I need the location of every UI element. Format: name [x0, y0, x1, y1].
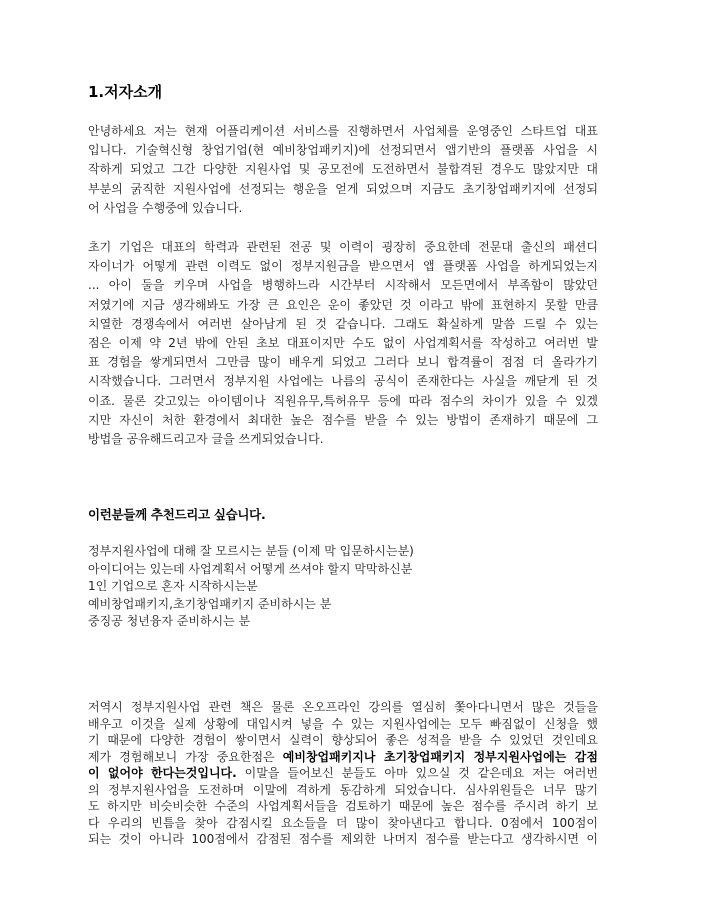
text-line: 작하게 되었고 그간 다양한 지원사업 및 공모전에 도전하면서 불합격된 경우도 많았지만 대 — [88, 162, 598, 177]
text-segment: 다 우리의 빈틈을 찾아 감점시킬 요소들을 더 많이 찾아낸다고 합니다. 0점에서 100점이 — [88, 815, 598, 830]
text-segment: 의 정부지원사업을 도전하며 이말에 격하게 동감하게 되었습니다. 심사위원들은 너무 많기 — [88, 782, 598, 797]
text-line — [88, 699, 598, 716]
text-line: 아이디어는 있는데 사업계획서 어떻게 쓰셔야 할지 막막하신분 — [88, 561, 413, 576]
text-line: 중징공 청년융자 준비하시는 분 — [88, 614, 251, 628]
text-line — [88, 782, 598, 799]
intro-paragraph-1 — [88, 122, 598, 218]
emphasized-text: 예비창업패키지나 초기창업패키지 정부지원사업에는 감점 — [282, 749, 598, 764]
emphasized-text: 이 없어야 한다는것입니다. — [88, 766, 237, 780]
text-segment: 배우고 이것을 실제 상황에 대입시켜 넣을 수 있는 지원사업에는 모두 빠짐없이 신청을 했 — [88, 716, 598, 731]
text-segment: 제가 경험해보니 가장 중요한점은 — [88, 749, 283, 764]
text-line — [88, 732, 598, 749]
text-line: 부분의 굵직한 지원사업에 선정되는 행운을 얻게 되었으며 지금도 초기창업패키지에 선정되 — [88, 181, 598, 196]
text-line: 안녕하세요 저는 현재 어플리케이션 서비스를 진행하면서 사업체를 운영중인 스타트업 대표 — [88, 124, 598, 138]
text-line: 입니다. 기술혁신형 창업기업(현 예비창업패키지)에 선정되면서 앱기반의 플랫폼 사업을 시 — [88, 143, 598, 158]
text-line — [88, 716, 598, 733]
text-line: 어 사업을 수행중에 있습니다. — [88, 200, 243, 215]
text-line: 방법을 공유해드리고자 글을 쓰게되었습니다. — [88, 432, 324, 447]
text-line: 이죠. 물론 갖고있는 아이템이나 직원유무,특허유무 등에 따라 점수의 차이가 있을 수 있겠 — [88, 393, 598, 408]
text-line: 1인 기업으로 혼자 시작하시는분 — [88, 579, 258, 593]
text-segment: 도 하지만 비슷비슷한 수준의 사업계획서들을 검토하기 때문에 높은 점수를 주시려 하기 보 — [88, 799, 598, 813]
text-line — [88, 765, 598, 782]
text-line: 표 경험을 쌓게되면서 그만큼 많이 배우게 되었고 그러다 보니 합격률이 점점 더 올라가기 — [88, 355, 598, 370]
text-line: 자이너가 어떻게 관련 이력도 없이 정부지원금을 받으면서 앱 플랫폼 사업을 하게되었는지 — [88, 259, 598, 274]
text-line: 정부지원사업에 대해 잘 모르시는 분들 (이제 막 입문하시는분) — [88, 544, 414, 558]
text-line: 시작했습니다. 그러면서 정부지원 사업에는 나름의 공식이 존재한다는 사실을 깨닫게 된 것 — [88, 374, 598, 389]
text-line: 치열한 경쟁속에서 여러번 살아남게 된 것 같습니다. 그래도 확실하게 말씀 드릴 수 있는 — [88, 316, 598, 331]
text-segment: 저역시 정부지원사업 관련 책은 물론 온오프라인 강의를 열심히 쫓아다니면서 많은 것들을 — [88, 700, 598, 714]
text-segment: 되는 것이 아니라 100점에서 감점된 점수를 제외한 나머지 점수를 받는다고 생각하시면 이 — [88, 832, 598, 846]
recommendation-heading: 이런분들께 추천드리고 싶습니다. — [88, 507, 266, 522]
text-line — [88, 831, 598, 848]
text-line — [88, 798, 598, 815]
recommendation-list — [88, 543, 598, 631]
text-line: 점은 이제 약 2년 밖에 안된 초보 대표이지만 수도 없이 사업계획서를 작성하고 여러번 발 — [88, 336, 598, 351]
text-line: 지만 자신이 처한 환경에서 최대한 높은 점수를 받을 수 있는 방법이 존재하기 때문에 그 — [88, 412, 598, 427]
text-line: 예비창업패키지,초기창업패키지 준비하시는 분 — [88, 596, 332, 611]
section-title-author-intro: 1.저자소개 — [88, 83, 163, 101]
experience-paragraph — [88, 699, 598, 848]
intro-paragraph-2 — [88, 238, 598, 449]
text-line — [88, 749, 598, 766]
text-line: ... 아이 둘을 키우며 사업을 병행하느라 시간부터 시작해서 모든면에서 부족함이 많았던 — [88, 278, 598, 293]
text-segment: 기 때문에 다양한 경험이 쌓이면서 실력이 향상되어 좋은 성적을 받을 수 있었던 것인데요 — [88, 733, 598, 747]
text-line: 초기 기업은 대표의 학력과 관련된 전공 및 이력이 굉장히 중요한데 전문대 출신의 패션디 — [88, 240, 598, 254]
text-line: 저였기에 지금 생각해봐도 가장 큰 요인은 운이 좋았던 것 이라고 밖에 표현하지 못할 만큼 — [88, 297, 598, 312]
text-segment: 이말을 들어보신 분들도 아마 있으실 것 같은데요 저는 여러번 — [236, 766, 598, 780]
text-line — [88, 815, 598, 832]
